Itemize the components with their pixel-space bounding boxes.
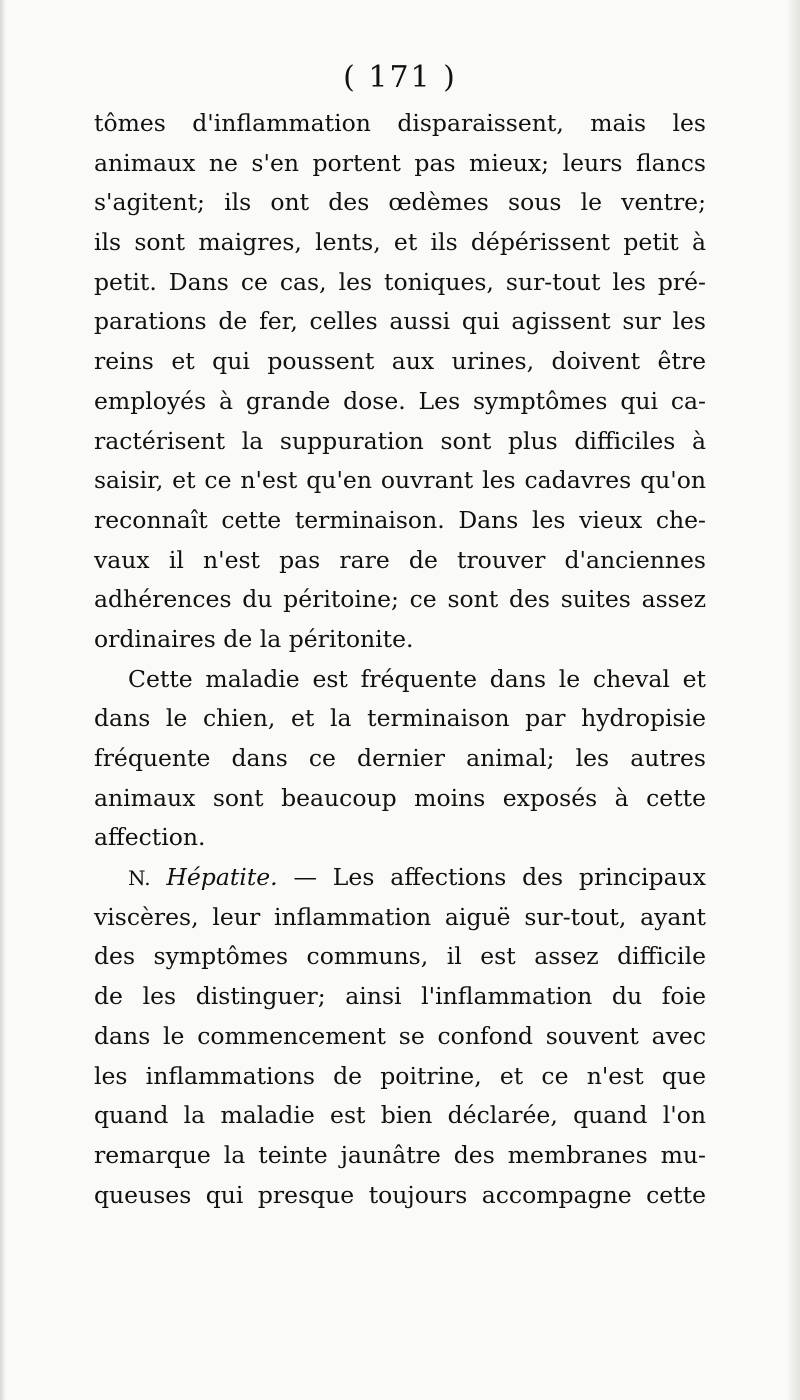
text-line: employés à grande dose. Les symptômes qui ca-: [94, 386, 706, 415]
section-hepatite: [94, 858, 706, 1215]
text-line: de les distinguer; ainsi l'inflammation du foie: [94, 982, 706, 1011]
text-line: parations de fer, celles aussi qui agissent sur les: [94, 307, 706, 336]
paragraph: [94, 104, 706, 660]
page-number: ( 171 ): [343, 60, 457, 95]
text-line: viscères, leur inflammation aiguë sur-tout, ayant: [94, 902, 706, 931]
text-line: vaux il n'est pas rare de trouver d'anciennes: [94, 545, 706, 574]
page-edge-left: [0, 0, 6, 1400]
text-line: reconnaît cette terminaison. Dans les vieux che-: [94, 505, 706, 534]
text-line: des symptômes communs, il est assez difficile: [94, 942, 706, 971]
paragraph: [94, 660, 706, 858]
section-marker: N.: [128, 866, 151, 891]
text-line: dans le commencement se confond souvent avec: [94, 1021, 706, 1050]
text-line: petit. Dans ce cas, les toniques, sur-tout les pré-: [94, 267, 706, 296]
text-line: adhérences du péritoine; ce sont des suites assez: [94, 585, 706, 614]
text-line: queuses qui presque toujours accompagne cette: [94, 1180, 706, 1209]
section-heading-line: [94, 858, 706, 898]
text-line: animaux ne s'en portent pas mieux; leurs flancs: [94, 148, 706, 177]
section-title: Hépatite.: [166, 863, 278, 892]
text-line: fréquente dans ce dernier animal; les autres: [94, 744, 706, 772]
text-line: dans le chien, et la terminaison par hydropisie: [94, 704, 706, 733]
text-line: affection.: [94, 823, 206, 852]
text-line: les inflammations de poitrine, et ce n'est que: [94, 1061, 706, 1090]
text-line: tômes d'inflammation disparaissent, mais les: [94, 109, 706, 137]
text-line: animaux sont beaucoup moins exposés à cette: [94, 783, 706, 812]
text-line: reins et qui poussent aux urines, doivent être: [94, 347, 706, 376]
text-line: ractérisent la suppuration sont plus difficiles à: [94, 426, 706, 455]
text-line: ordinaires de la péritonite.: [94, 624, 414, 653]
body-text: [94, 104, 706, 1215]
text-line: remarque la teinte jaunâtre des membranes mu-: [94, 1140, 706, 1169]
text-line: quand la maladie est bien déclarée, quand l'on: [94, 1101, 706, 1130]
section-heading-rest: — Les affections des principaux: [277, 863, 706, 892]
page-edge-right: [786, 0, 800, 1400]
text-line: Cette maladie est fréquente dans le cheval et: [128, 664, 706, 693]
text-line: s'agitent; ils ont des œdèmes sous le ventre;: [94, 188, 706, 217]
text-line: ils sont maigres, lents, et ils dépérissent petit à: [94, 228, 706, 257]
text-line: saisir, et ce n'est qu'en ouvrant les cadavres qu'on: [94, 466, 706, 495]
